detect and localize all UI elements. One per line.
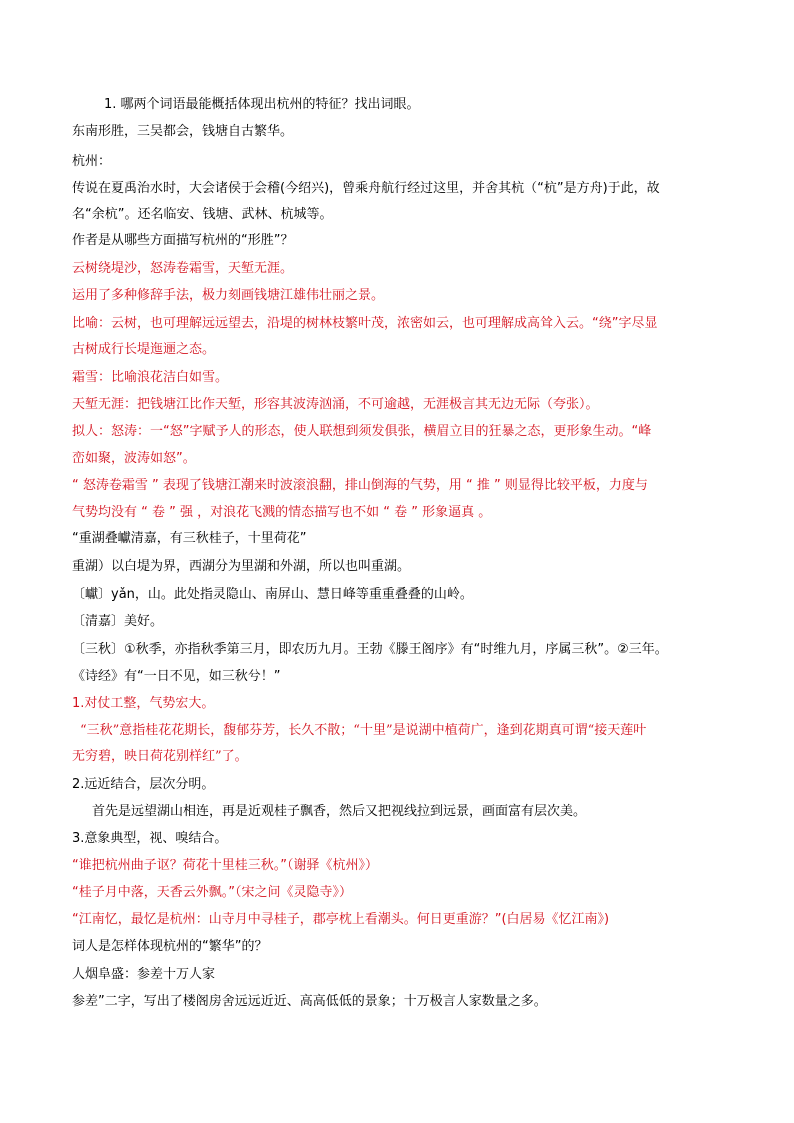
sanqiu-note-1: 〔三秋〕①秋季，亦指秋季第三月，即农历九月。王勃《滕王阁序》有“时维九月，序属三秋”。②三年。 — [72, 642, 668, 657]
question-1: 1. 哪两个词语最能概括体现出杭州的特征？找出词眼。 — [104, 97, 420, 112]
poem-quote-1: “谁把杭州曲子讴？荷花十里桂三秋。”（谢驿《杭州》） — [72, 858, 378, 873]
key-phrase-line: 东南形胜，三吴都会，钱塘自古繁华。 — [72, 124, 294, 139]
legend-line-1: 传说在夏禹治水时，大会诸侯于会稽(今绍兴)，曾乘舟航行经过这里，并舍其杭（“杭”是方舟)于此，故 — [72, 181, 660, 196]
metaphor-line-2: 古树成行长堤迤逦之态。 — [72, 342, 216, 357]
tianqian-line: 天堑无涯：把钱塘江比作天堑，形容其波涛汹涌，不可逾越，无涯极言其无边无际（夸张）。 — [72, 397, 599, 412]
point-1-body-1: “三秋”意指桂花花期长，馥郁芬芳，长久不散；“十里”是说湖中植荷广，逢到花期真可谓“接天莲叶 — [80, 723, 647, 738]
point-1-heading: 1.对仗工整，气势宏大。 — [72, 696, 215, 711]
point-2-body: 首先是远望湖山相连，再是近观桂子飘香，然后又把视线拉到远景，画面富有层次美。 — [92, 804, 587, 819]
point-2-heading: 2.远近结合，层次分明。 — [72, 777, 215, 792]
quote-line: 云树绕堤沙，怒涛卷霜雪，天堑无涯。 — [72, 261, 294, 276]
metaphor-line-1: 比喻：云树，也可理解远远望去，沿堤的树林枝繁叶茂，浓密如云，也可理解成高耸入云。“绕”字尽显 — [72, 316, 658, 331]
personification-line-1: 拟人：怒涛：一“怒”字赋予人的形态，使人联想到须发俱张，横眉立目的狂暴之态，更形象生动。“峰 — [72, 424, 652, 439]
nutao-analysis-line-2: 气势均没有 “ 卷 ” 强 ，对浪花飞溅的情态描写也不如 “ 卷 ” 形象逼真 。 — [72, 505, 492, 520]
rhetoric-line: 运用了多种修辞手法，极力刻画钱塘江雄伟壮丽之景。 — [72, 288, 385, 303]
personification-line-2: 峦如聚，波涛如怒”。 — [72, 451, 196, 466]
point-3-heading: 3.意象典型，视、嗅结合。 — [72, 831, 228, 846]
shuangxue-line: 霜雪：比喻浪花洁白如雪。 — [72, 370, 229, 385]
legend-line-2: 名“余杭”。还名临安、钱塘、武林、杭城等。 — [72, 207, 333, 222]
chonghu-note: 重湖）以白堤为界，西湖分为里湖和外湖，所以也叫重湖。 — [72, 559, 411, 574]
question-fanhua: 词人是怎样体现杭州的“繁华”的？ — [72, 939, 268, 954]
cenci-line: 参差”二字，写出了楼阁房舍远远近近、高高低低的景象；十万极言人家数量之多。 — [72, 994, 547, 1009]
question-xingsheng: 作者是从哪些方面描写杭州的“形胜”？ — [72, 233, 294, 248]
yan-note: 〔巘〕yǎn，山。此处指灵隐山、南屏山、慧日峰等重重叠叠的山岭。 — [72, 587, 473, 602]
poem-quote-3: “江南忆，最忆是杭州：山寺月中寻桂子，郡亭枕上看潮头。何日更重游？”(白居易《忆江南》) — [72, 912, 610, 927]
poem-quote-2: “桂子月中落，天香云外飘。”（宋之问《灵隐寺》） — [72, 885, 352, 900]
point-1-body-2: 无穷碧，映日荷花别样红”了。 — [72, 749, 248, 764]
renyan-line: 人烟阜盛：参差十万人家 — [72, 967, 216, 982]
sanqiu-note-2: 《诗经》有“一日不见，如三秋兮！” — [72, 669, 281, 684]
nutao-analysis-line-1: “ 怒涛卷霜雪 ” 表现了钱塘江潮来时波滚浪翻，排山倒海的气势，用 “ 推 ” 则显得比较平板，力度与 — [72, 478, 648, 493]
hangzhou-heading: 杭州： — [72, 154, 112, 169]
qingjia-note: 〔清嘉〕美好。 — [72, 614, 164, 629]
chonghu-quote: “重湖叠巘清嘉，有三秋桂子，十里荷花” — [72, 531, 307, 546]
